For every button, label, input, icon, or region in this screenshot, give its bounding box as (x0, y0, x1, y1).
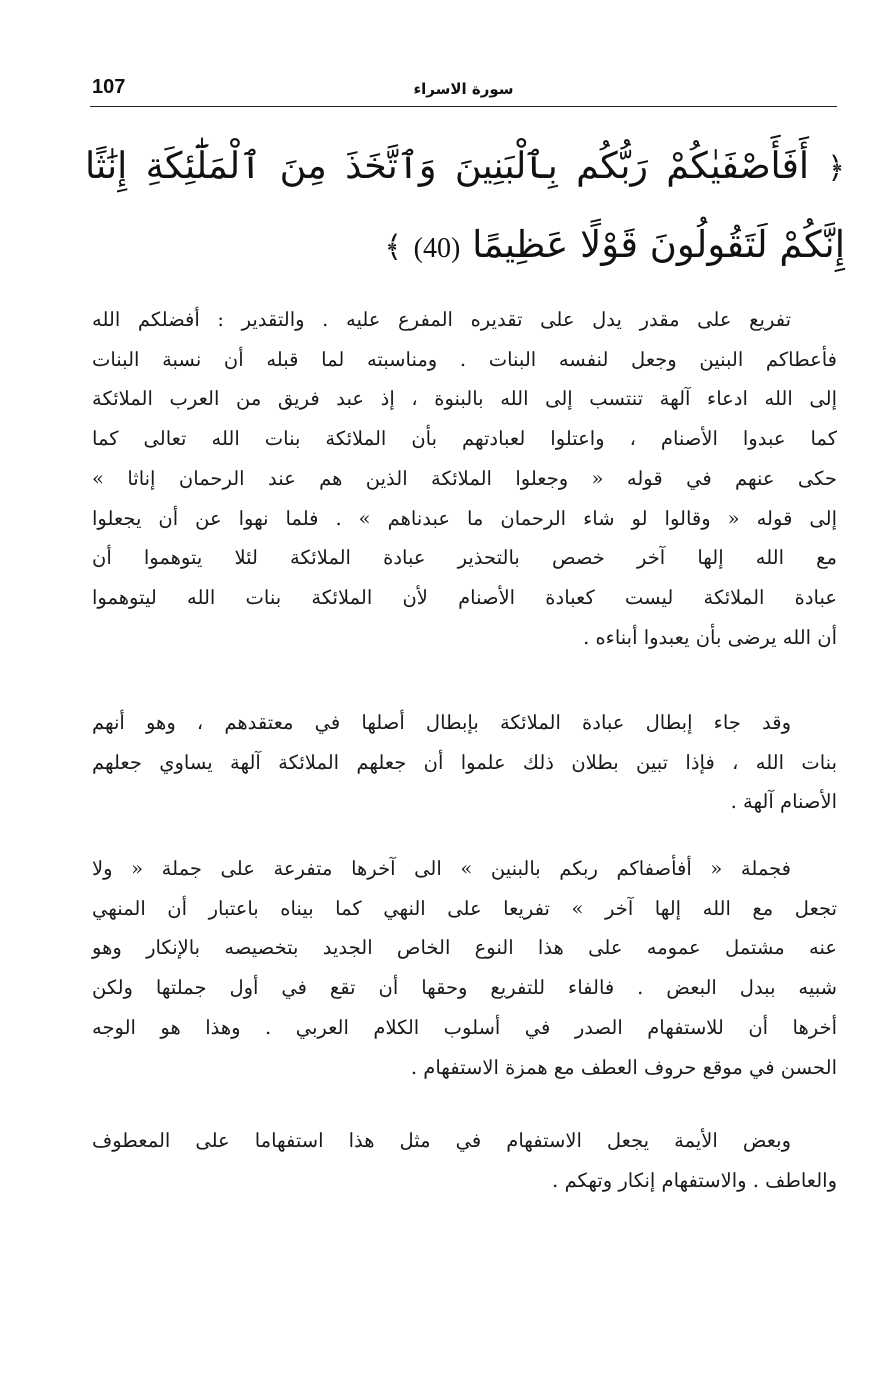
verse-open-bracket: ﴿ (827, 151, 845, 186)
paragraph-line: فأعطاكم البنين وجعل لنفسه البنات . ومناسبته لما قبله أن نسبة البنات (92, 347, 837, 371)
commentary-paragraph-1 (92, 300, 837, 657)
paragraph-line: إلى قوله « وقالوا لو شاء الرحمان ما عبدناهم » . فلما نهوا عن أن يجعلوا (92, 506, 837, 530)
paragraph-line: تفريع على مقدر يدل على تقديره المفرع عليه . والتقدير : أفضلكم الله (92, 308, 791, 331)
paragraph-line: تجعل مع الله إلها آخر » تفريعا على النهي كما بيناه باعتبار أن المنهي (92, 896, 837, 920)
paragraph-line: وبعض الأيمة يجعل الاستفهام في مثل هذا استفهاما على المعطوف (92, 1129, 791, 1152)
paragraph-line: حكى عنهم في قوله « وجعلوا الملائكة الذين هم عند الرحمان إناثا » (92, 466, 837, 490)
paragraph-line: الحسن في موقع حروف العطف مع همزة الاستفهام . (410, 1055, 837, 1079)
verse-line-1 (85, 128, 845, 207)
verse-close-bracket: ﴾ (384, 230, 402, 265)
paragraph-line: عنه مشتمل عمومه على هذا النوع الخاص الجديد بتخصيصه بالإنكار وهو (92, 936, 837, 960)
verse-text-2: إِنَّكُمْ لَتَقُولُونَ قَوْلًا عَظِيمًا (472, 223, 845, 266)
commentary-paragraph-2 (92, 703, 837, 822)
page-number: 107 (92, 76, 126, 98)
paragraph-line: كما عبدوا الأصنام ، واعتلوا لعبادتهم بأن الملائكة بنات الله تعالى كما (92, 427, 837, 451)
commentary-paragraph-3 (92, 849, 837, 1087)
paragraph-line: أخرها أن للاستفهام الصدر في أسلوب الكلام العربي . وهذا هو الوجه (92, 1015, 837, 1039)
page-header (90, 72, 837, 107)
verse-number: (40) (413, 233, 461, 264)
paragraph-line: وقد جاء إبطال عبادة الملائكة بإبطال أصلها في معتقدهم ، وهو أنهم (92, 711, 791, 734)
verse-text-1: أَفَأَصْفَيٰكُمْ رَبُّكُم بِٱلْبَنِينَ وَٱتَّخَذَ مِنَ ٱلْمَلَٰٓئِكَةِ إِنَٰثًا (85, 144, 809, 187)
paragraph-line: بنات الله ، فإذا تبين بطلان ذلك علموا أن جعلهم الملائكة آلهة يساوي جعلهم (92, 750, 837, 774)
paragraph-line: أن الله يرضى بأن يعبدوا أبناءه . (583, 625, 837, 649)
paragraph-line: فجملة « أفأصفاكم ربكم بالبنين » الى آخرها متفرعة على جملة « ولا (92, 857, 791, 880)
paragraph-line: شبيه ببدل البعض . فالفاء للتفريع وحقها أن تقع في أول جملتها ولكن (92, 976, 837, 1000)
surah-title: سورة الاسراء (413, 80, 514, 98)
verse-line-2 (85, 207, 845, 287)
paragraph-line: مع الله إلها آخر خصص بالتحذير عبادة الملائكة لئلا يتوهموا أن (92, 546, 837, 570)
quran-verse (85, 128, 845, 287)
paragraph-line: الأصنام آلهة . (730, 790, 837, 814)
paragraph-line: إلى الله ادعاء آلهة تنتسب إلى الله بالبنوة ، إذ عبد فريق من العرب الملائكة (92, 387, 837, 411)
paragraph-line: والعاطف . والاستفهام إنكار وتهكم . (552, 1168, 837, 1192)
paragraph-line: عبادة الملائكة ليست كعبادة الأصنام لأن الملائكة بنات الله ليتوهموا (92, 585, 837, 609)
commentary-paragraph-4 (92, 1121, 837, 1200)
